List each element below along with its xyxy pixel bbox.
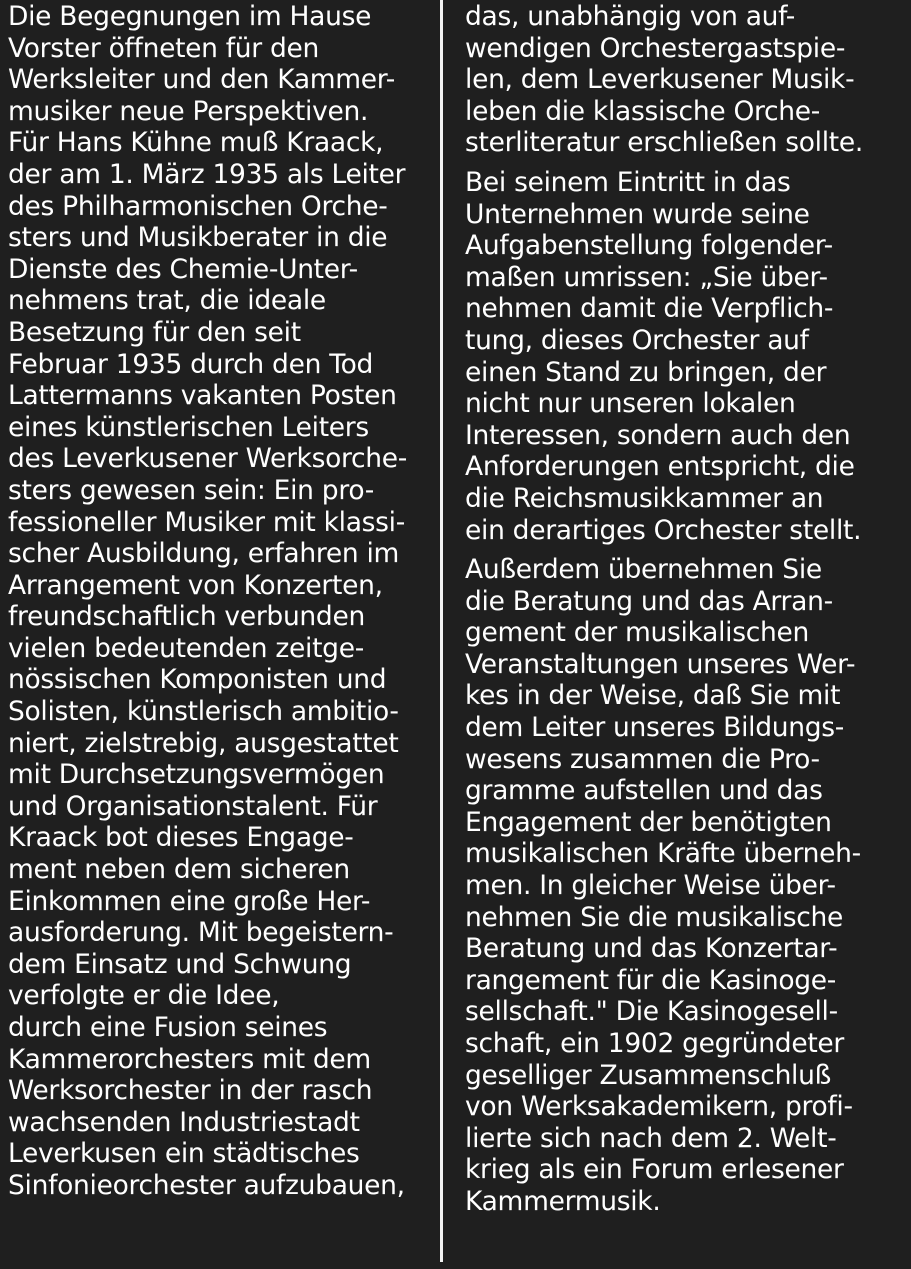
text-line: Arrangement von Konzerten, <box>8 569 383 601</box>
text-line: des Leverkusener Werksorche- <box>8 443 408 475</box>
text-line: schaft, ein 1902 gegründeter <box>465 1028 845 1059</box>
text-line: Leverkusen ein städtisches <box>8 1138 360 1170</box>
text-line: der am 1. März 1935 als Leiter <box>8 158 406 190</box>
text-line: ein derartiges Orchester stellt. <box>465 514 862 546</box>
text-line: krieg als ein Forum erlesener <box>465 1154 844 1186</box>
text-line: und Organisationstalent. Für <box>8 790 378 822</box>
text-line: kes in der Weise, daß Sie mit <box>465 680 841 712</box>
text-line: Bei seinem Eintritt in das <box>465 166 791 198</box>
right-column <box>465 1 905 1226</box>
text-line: Interessen, sondern auch den <box>465 419 851 451</box>
text-line: dem Leiter unseres Bildungs- <box>465 712 844 744</box>
paragraph <box>465 1 905 159</box>
text-line: nehmen damit die Verpflich- <box>465 293 834 325</box>
text-line: scher Ausbildung, erfahren im <box>8 538 400 570</box>
text-line: Vorster öffneten für den <box>8 32 320 64</box>
text-line: niert, zielstrebig, ausgestattet <box>8 727 399 759</box>
text-line: wachsenden Industriestadt <box>8 1106 360 1138</box>
text-line: men. In gleicher Weise über- <box>465 870 836 902</box>
text-line: Werksorchester in der rasch <box>8 1075 373 1107</box>
text-line: Außerdem übernehmen Sie <box>465 554 822 586</box>
text-line: Dienste des Chemie-Unter- <box>8 253 358 285</box>
text-line: verfolgte er die Idee, <box>8 980 280 1012</box>
text-line: vielen bedeutenden zeitge- <box>8 632 364 664</box>
text-line: lierte sich nach dem 2. Welt- <box>465 1122 837 1154</box>
text-line: dem Einsatz und Schwung <box>8 948 352 980</box>
text-line: nehmen Sie die musikalische <box>465 901 844 933</box>
left-column <box>8 1 440 1202</box>
text-line: Aufgabenstellung folgender- <box>465 230 833 262</box>
text-line: sters gewesen sein: Ein pro- <box>8 474 375 506</box>
text-line: leben die klassische Orche- <box>465 95 821 127</box>
text-line: Anforderungen entspricht, die <box>465 451 855 483</box>
text-line: Unternehmen wurde seine <box>465 198 810 230</box>
text-line: nössischen Komponisten und <box>8 664 387 696</box>
text-line: sters und Musikberater in die <box>8 222 388 254</box>
text-line: Werksleiter und den Kammer- <box>8 64 395 96</box>
text-line: musiker neue Perspektiven. <box>8 95 369 127</box>
text-line: freundschaftlich verbunden <box>8 601 365 633</box>
text-line: nicht nur unseren lokalen <box>465 388 796 420</box>
text-line: ausforderung. Mit begeistern- <box>8 917 394 949</box>
text-line: sellschaft." Die Kasinogesell- <box>465 996 838 1028</box>
text-line: des Philharmonischen Orche- <box>8 190 388 222</box>
text-line: Februar 1935 durch den Tod <box>8 348 374 380</box>
text-line: wendigen Orchestergastspie- <box>465 32 846 64</box>
text-line: maßen umrissen: „Sie über- <box>465 261 828 293</box>
text-line: Besetzung für den seit <box>8 316 301 348</box>
paragraph <box>465 554 905 1217</box>
text-line: die Reichsmusikkammer an <box>465 482 824 514</box>
text-line: musikalischen Kräfte überneh- <box>465 838 861 870</box>
text-line: einen Stand zu bringen, der <box>465 356 827 388</box>
text-line: wesens zusammen die Pro- <box>465 743 820 775</box>
text-line: nehmens trat, die ideale <box>8 285 326 317</box>
text-line: Engagement der benötigten <box>465 806 832 838</box>
text-line: eines künstlerischen Leiters <box>8 411 369 443</box>
text-line: Kammermusik. <box>465 1185 661 1217</box>
text-line: Solisten, künstlerisch ambitio- <box>8 696 399 728</box>
text-line: len, dem Leverkusener Musik- <box>465 64 855 96</box>
text-line: durch eine Fusion seines <box>8 1012 328 1043</box>
text-line: ment neben dem sicheren <box>8 854 350 886</box>
text-line: Beratung und das Konzertar- <box>465 933 838 965</box>
column-divider <box>440 0 443 1262</box>
text-line: Einkommen eine große Her- <box>8 885 371 917</box>
text-line: Lattermanns vakanten Posten <box>8 380 397 412</box>
text-line: tung, dieses Orchester auf <box>465 324 809 356</box>
text-line: gramme aufstellen und das <box>465 775 823 807</box>
text-line: rangement für die Kasinoge- <box>465 964 837 996</box>
paragraph <box>465 167 905 546</box>
text-line: das, unabhängig von auf- <box>465 1 796 32</box>
text-line: fessioneller Musiker mit klassi- <box>8 506 405 538</box>
text-line: Kammerorchesters mit dem <box>8 1043 371 1075</box>
text-line: Sinfonieorchester aufzubauen, <box>8 1169 405 1201</box>
text-line: Veranstaltungen unseres Wer- <box>465 648 856 680</box>
text-line: Für Hans Kühne muß Kraack, <box>8 127 384 159</box>
text-line: sterliteratur erschließen sollte. <box>465 127 864 159</box>
text-line: die Beratung und das Arran- <box>465 585 833 617</box>
text-line: Kraack bot dieses Engage- <box>8 822 354 854</box>
text-line: mit Durchsetzungsvermögen <box>8 759 385 791</box>
text-line: geselliger Zusammenschluß <box>465 1059 832 1091</box>
text-line: Die Begegnungen im Hause <box>8 1 372 32</box>
text-line: von Werksakademikern, profi- <box>465 1091 853 1123</box>
text-line: gement der musikalischen <box>465 617 809 649</box>
